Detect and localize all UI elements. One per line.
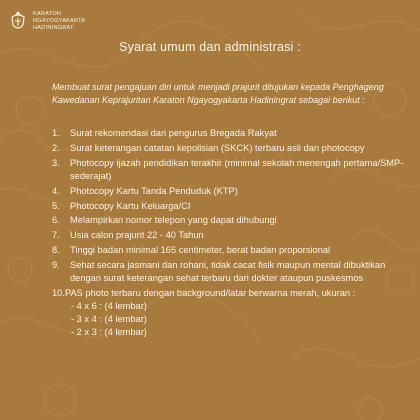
photo-size-item: - 3 x 4 : (4 lembar) [70, 314, 147, 325]
item-number: 8. [52, 245, 60, 256]
karaton-logo [8, 8, 98, 34]
photo-size-item: - 4 x 6 : (4 lembar) [70, 301, 147, 312]
item-text: Surat keterangan catatan kepolisian (SKCK) terbaru asli dan photocopy [70, 142, 365, 153]
item-number: 3. [52, 157, 60, 168]
list-item [52, 185, 407, 198]
list-item [52, 229, 407, 242]
item-number: 6. [52, 215, 60, 226]
list-item [52, 200, 407, 213]
list-item [52, 127, 407, 140]
item-number: 2. [52, 142, 60, 153]
item-text: Photocopy Kartu Keluarga/CI [70, 200, 191, 211]
list-item [52, 244, 407, 257]
item-text: Usia calon prajurit 22 - 40 Tahun [70, 230, 204, 241]
list-item [52, 259, 407, 285]
list-item [52, 287, 407, 339]
page-title: Syarat umum dan administrasi : [119, 40, 301, 54]
logo-line: HADININGRAT [33, 24, 74, 31]
list-item [52, 157, 407, 183]
logo-line: NGAYOGYAKARTA [33, 17, 86, 24]
logo-wordmark [33, 11, 85, 32]
logo-line: KARATON [33, 10, 62, 17]
item-number: 7. [52, 230, 60, 241]
item-text: Photocopy ijazah pendidikan terakhir (minimal sekolah menengah pertama/SMP-sederajat) [70, 157, 404, 181]
item-text: Melampirkan nomor telepon yang dapat dihubungi [70, 215, 277, 226]
item-text-block [65, 287, 407, 339]
item-text: Photocopy Kartu Tanda Penduduk (KTP) [70, 185, 238, 196]
item-number: 1. [52, 128, 60, 138]
item-number: 10. [52, 288, 65, 299]
item-text: Sehat secara jasmani dan rohani, tidak cacat fisik maupun mental dibuktikan dengan surat keterangan sehat terbaru dari dokter ataupun puskesmos [70, 260, 386, 284]
intro-paragraph: Membuat surat pengajuan diri untuk menjadi prajurit ditujukan kepada Penghageng Kawedanan Keprajuritan Karaton Ngayogyakarta Hadiningrat sebagai berikut : [52, 82, 384, 105]
list-item [52, 214, 407, 227]
photo-size-list [65, 300, 407, 339]
item-number: 9. [52, 260, 60, 271]
item-number: 5. [52, 200, 60, 211]
photo-size-item: - 2 x 3 : (4 lembar) [70, 327, 147, 338]
item-number: 4. [52, 185, 60, 196]
karaton-emblem-icon [8, 10, 28, 32]
item-text: Surat rekomendasi dari pengurus Bregada Rakyat [70, 128, 277, 138]
requirements-list [52, 127, 407, 341]
item-text: Tinggi badan minimal 165 centimeter, berat badan proporsional [70, 245, 331, 256]
list-item [52, 142, 407, 155]
item-text: PAS photo terbaru dengan background/latar berwarna merah, ukuran : [64, 288, 356, 299]
